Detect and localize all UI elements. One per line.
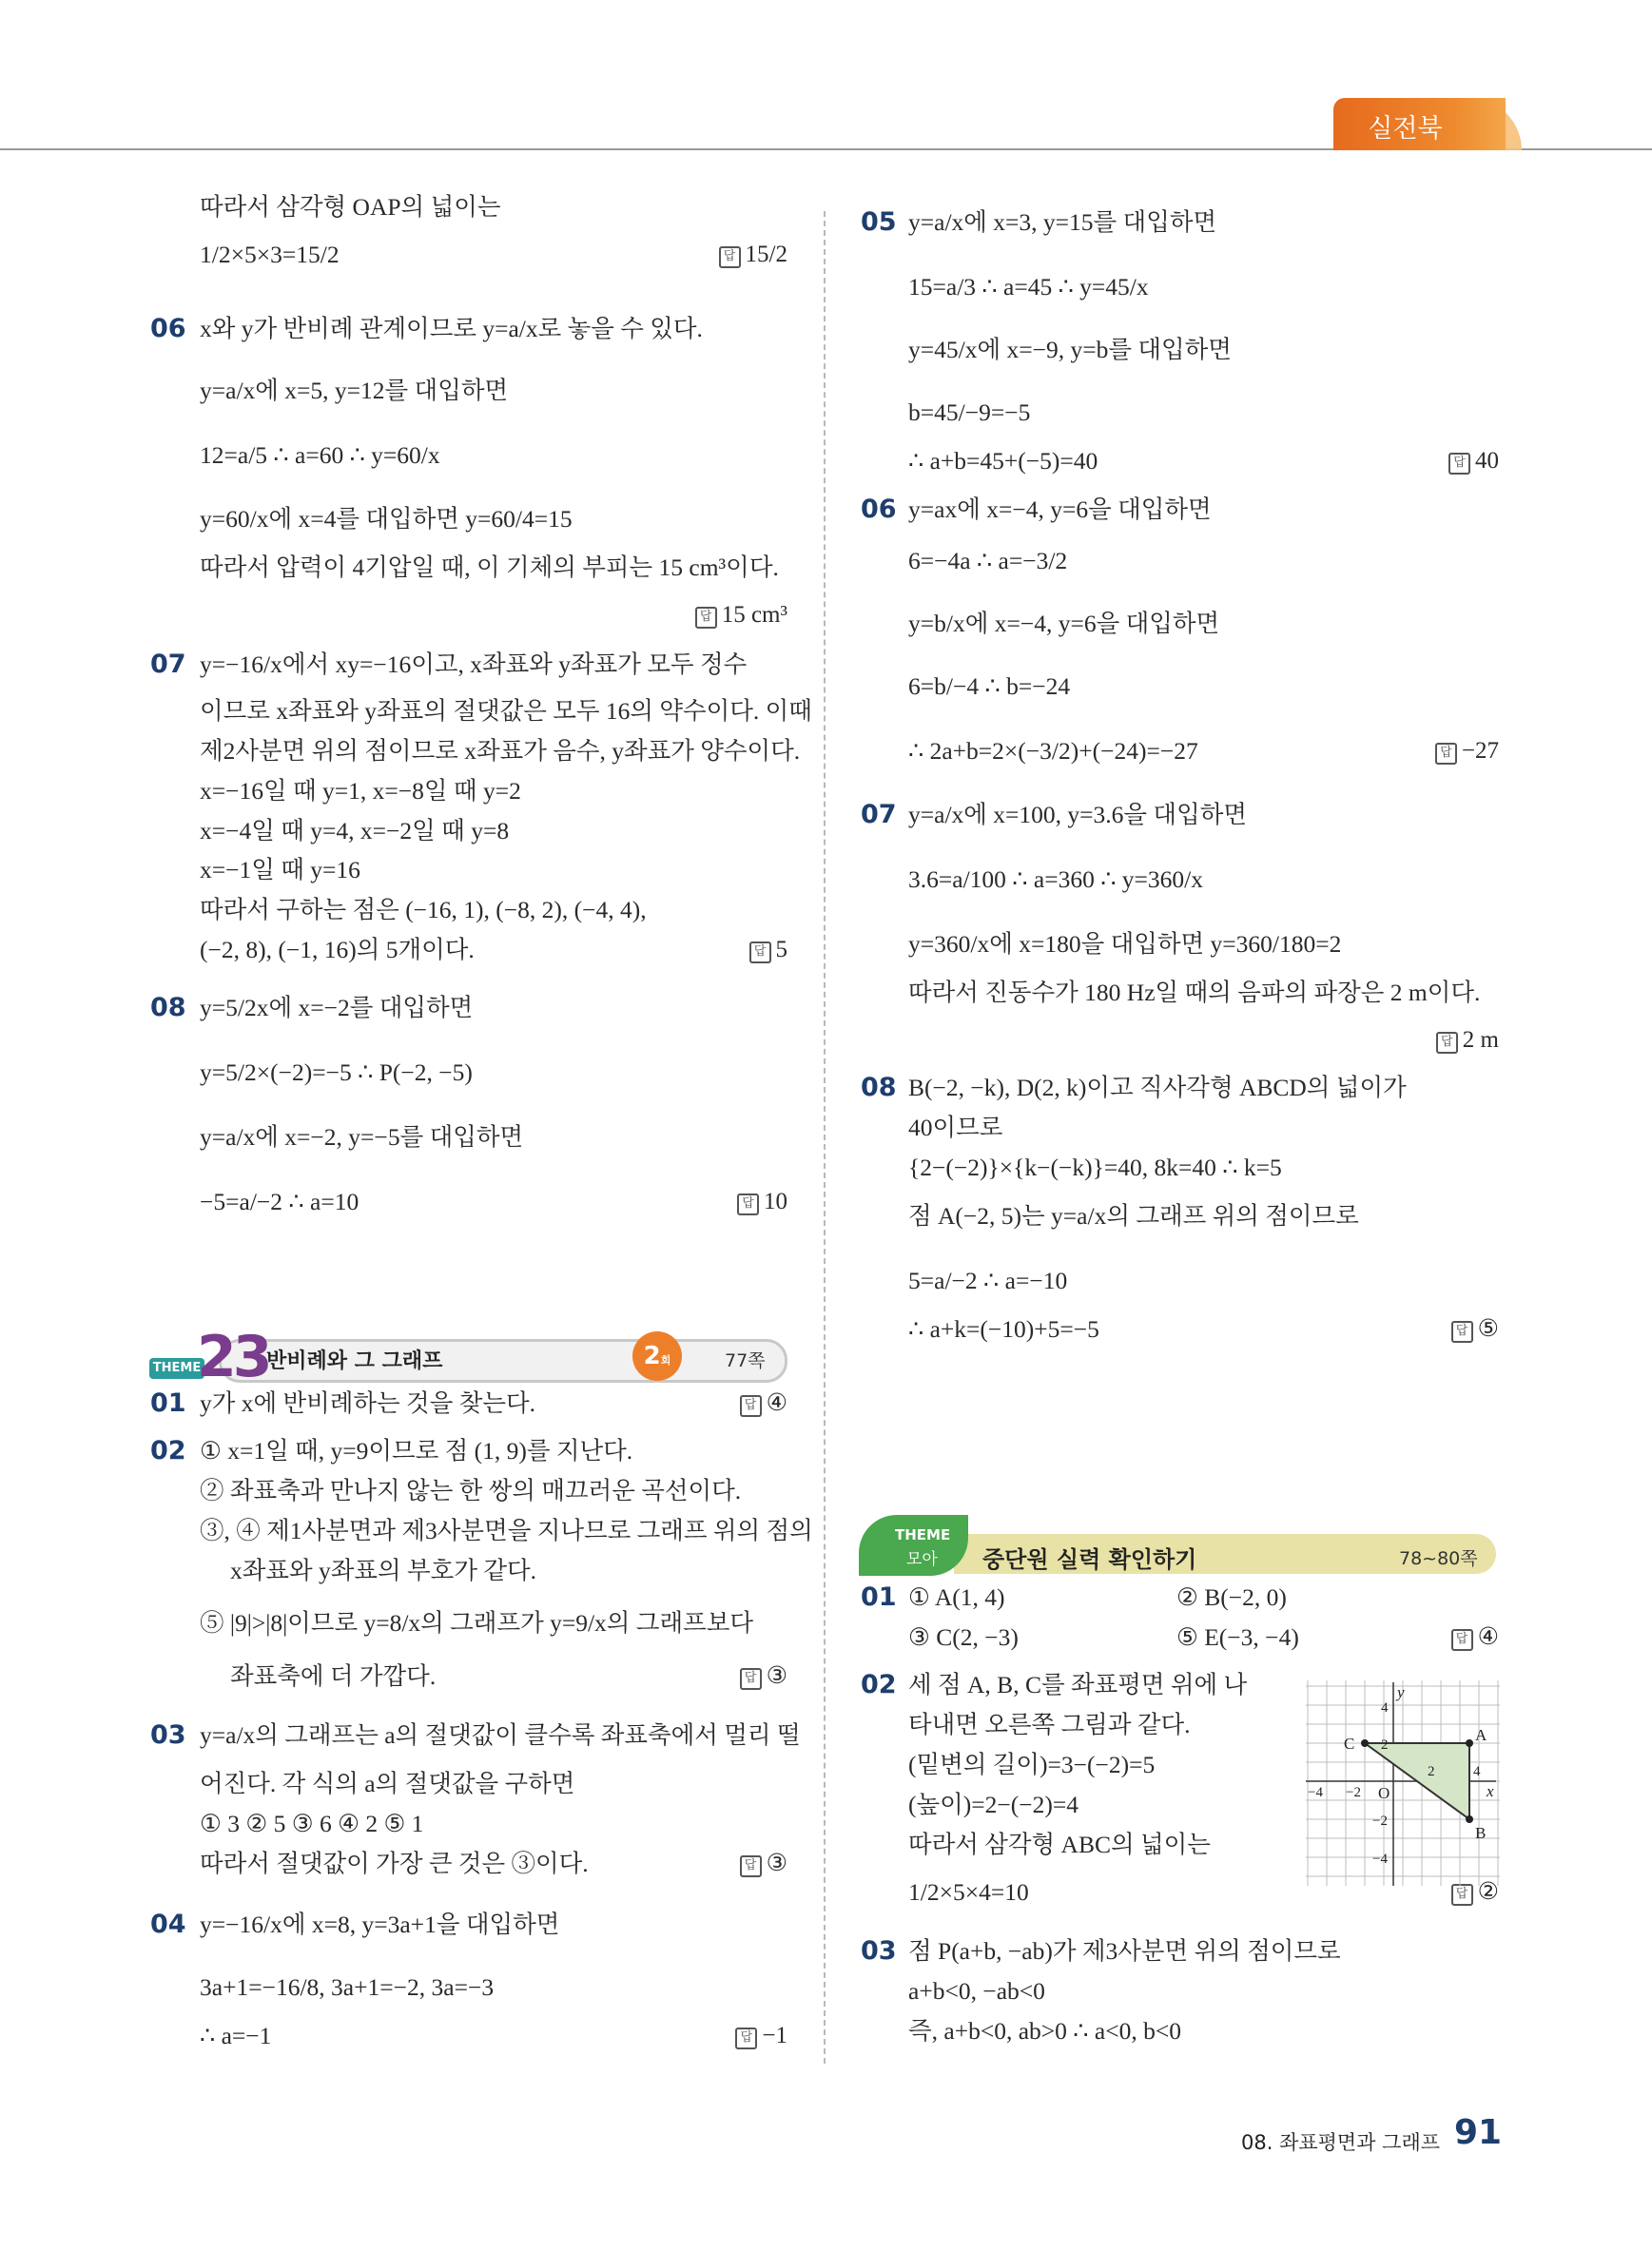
right-text-line: ⑤ E(−3, −4) — [1176, 1623, 1299, 1651]
left-answer — [695, 600, 787, 631]
left-text-line: x와 y가 반비례 관계이므로 y=a/x로 놓을 수 있다. — [200, 315, 703, 342]
footer-page-number: 91 — [1454, 2113, 1503, 2152]
right-text-line: (밑변의 길이)=3−(−2)=5 — [908, 1751, 1156, 1778]
round-badge — [632, 1331, 682, 1381]
left-text-line: x=−4일 때 y=4, x=−2일 때 y=8 — [200, 817, 510, 844]
left-problem-number: 01 — [150, 1388, 186, 1418]
left-answer — [719, 240, 787, 270]
round-suffix: 회 — [660, 1354, 671, 1367]
right-text-line: y=ax에 x=−4, y=6을 대입하면 — [908, 495, 1212, 523]
left-text-line: ① 3 ② 5 ③ 6 ④ 2 ⑤ 1 — [200, 1810, 424, 1837]
left-text-line: −5=a/−2 ∴ a=10 — [200, 1188, 360, 1215]
right-text-line: (높이)=2−(−2)=4 — [908, 1791, 1079, 1818]
answer-value: 40 — [1475, 448, 1499, 474]
left-text-line: 3a+1=−16/8, 3a+1=−2, 3a=−3 — [200, 1973, 495, 2001]
left-text-line: y=a/x의 그래프는 a의 절댓값이 클수록 좌표축에서 멀리 떨 — [200, 1721, 801, 1749]
label-b: B — [1475, 1824, 1487, 1842]
answer-mark-icon: 답 — [719, 246, 741, 268]
right-text-line: 3.6=a/100 ∴ a=360 ∴ y=360/x — [908, 865, 1204, 893]
theme-mo-tag2: 모아 — [906, 1550, 938, 1569]
right-text-line: y=a/x에 x=100, y=3.6을 대입하면 — [908, 801, 1247, 828]
answer-mark-icon: 답 — [1436, 1032, 1458, 1054]
left-text-line: y=60/x에 x=4를 대입하면 y=60/4=15 — [200, 505, 573, 533]
answer-mark-icon: 답 — [695, 607, 717, 629]
left-problem-number: 07 — [150, 650, 186, 679]
left-text-line: 따라서 압력이 4기압일 때, 이 기체의 부피는 15 cm³이다. — [200, 553, 779, 581]
answer-value: ② — [1477, 1879, 1499, 1905]
round-number: 2 — [643, 1342, 661, 1370]
label-a: A — [1475, 1726, 1487, 1744]
left-problem-number: 06 — [150, 314, 186, 343]
left-answer — [749, 935, 788, 965]
answer-mark-icon: 답 — [1451, 1884, 1473, 1906]
right-text-line: 즉, a+b<0, ab>0 ∴ a<0, b<0 — [908, 2017, 1181, 2045]
left-text-line: ② 좌표축과 만나지 않는 한 쌍의 매끄러운 곡선이다. — [200, 1477, 742, 1504]
right-text-line: 5=a/−2 ∴ a=−10 — [908, 1267, 1068, 1294]
right-problem-number: 07 — [861, 800, 897, 829]
left-text-line: ① x=1일 때, y=9이므로 점 (1, 9)를 지난다. — [200, 1437, 633, 1465]
right-text-line: B(−2, −k), D(2, k)이고 직사각형 ABCD의 넓이가 — [908, 1074, 1407, 1101]
answer-mark-icon: 답 — [740, 1395, 762, 1417]
right-text-line: {2−(−2)}×{k−(−k)}=40, 8k=40 ∴ k=5 — [908, 1154, 1282, 1181]
right-problem-number: 08 — [861, 1073, 897, 1102]
right-text-line: 따라서 진동수가 180 Hz일 때의 음파의 파장은 2 m이다. — [908, 979, 1481, 1006]
right-answer — [1436, 1025, 1499, 1056]
right-answer — [1435, 736, 1499, 767]
answer-mark-icon: 답 — [735, 2028, 757, 2049]
left-text-line: (−2, 8), (−1, 16)의 5개이다. — [200, 936, 475, 963]
y-tick-2: 2 — [1381, 1737, 1389, 1753]
answer-mark-icon: 답 — [1451, 1629, 1473, 1651]
right-text-line: 따라서 삼각형 ABC의 넓이는 — [908, 1831, 1211, 1858]
header-tab — [1333, 98, 1506, 150]
x-axis-label: x — [1487, 1782, 1494, 1800]
right-text-line: 점 P(a+b, −ab)가 제3사분면 위의 점이므로 — [908, 1937, 1341, 1965]
right-text-line: 1/2×5×4=10 — [908, 1878, 1029, 1906]
theme-mo-page-ref: 78~80쪽 — [1399, 1548, 1478, 1569]
theme-mo-title: 중단원 실력 확인하기 — [982, 1546, 1197, 1573]
left-problem-number: 08 — [150, 993, 186, 1022]
y-tick-neg2: −2 — [1372, 1814, 1388, 1829]
left-text-line: x좌표와 y좌표의 부호가 같다. — [230, 1557, 536, 1584]
header-tab-label: 실전북 — [1368, 114, 1443, 144]
left-answer — [737, 1187, 787, 1217]
x-tick-4: 4 — [1473, 1764, 1481, 1779]
right-text-line: 40이므로 — [908, 1114, 1003, 1141]
y-axis-label: y — [1397, 1683, 1405, 1701]
right-text-line: y=b/x에 x=−4, y=6을 대입하면 — [908, 610, 1220, 637]
answer-value: 15 cm³ — [721, 602, 787, 628]
left-text-line: ⑤ |9|>|8|이므로 y=8/x의 그래프가 y=9/x의 그래프보다 — [200, 1609, 753, 1637]
theme-tag: THEME — [149, 1358, 204, 1379]
footer-chapter: 08. 좌표평면과 그래프 — [1241, 2131, 1441, 2154]
x-tick-neg4: −4 — [1308, 1785, 1323, 1800]
left-text-line: 12=a/5 ∴ a=60 ∴ y=60/x — [200, 441, 440, 469]
x-tick-2: 2 — [1428, 1764, 1435, 1779]
answer-mark-icon: 답 — [1451, 1321, 1473, 1343]
left-answer — [740, 1388, 787, 1419]
answer-mark-icon: 답 — [1448, 453, 1470, 475]
left-text-line: x=−1일 때 y=16 — [200, 856, 360, 883]
left-text-line: 따라서 삼각형 OAP의 넓이는 — [200, 193, 501, 221]
y-tick-4: 4 — [1381, 1700, 1389, 1716]
left-text-line: 어진다. 각 식의 a의 절댓값을 구하면 — [200, 1770, 575, 1797]
left-answer — [740, 1661, 787, 1692]
theme-number: 23 — [197, 1324, 269, 1390]
left-problem-number: 03 — [150, 1720, 186, 1750]
right-text-line: 점 A(−2, 5)는 y=a/x의 그래프 위의 점이므로 — [908, 1202, 1359, 1230]
point-c — [1361, 1739, 1369, 1747]
answer-value: ③ — [766, 1851, 787, 1876]
theme-mo-banner — [859, 1515, 1498, 1578]
right-text-line: a+b<0, −ab<0 — [908, 1977, 1045, 2005]
answer-value: 2 m — [1462, 1027, 1499, 1053]
right-text-line: 세 점 A, B, C를 좌표평면 위에 나 — [908, 1671, 1248, 1698]
answer-value: ⑤ — [1477, 1316, 1499, 1342]
answer-value: 15/2 — [745, 242, 787, 267]
right-text-line: ② B(−2, 0) — [1176, 1583, 1287, 1611]
answer-mark-icon: 답 — [740, 1668, 762, 1690]
left-text-line: 1/2×5×3=15/2 — [200, 241, 340, 268]
left-problem-number: 04 — [150, 1910, 186, 1939]
y-tick-neg4: −4 — [1372, 1852, 1388, 1867]
right-text-line: y=45/x에 x=−9, y=b를 대입하면 — [908, 336, 1232, 363]
left-text-line: x=−16일 때 y=1, x=−8일 때 y=2 — [200, 777, 521, 805]
left-answer — [735, 2021, 787, 2051]
right-problem-number: 06 — [861, 495, 897, 524]
theme-mo-tag: THEME — [895, 1526, 951, 1543]
graph-grid — [1306, 1680, 1500, 1886]
right-text-line: ∴ a+k=(−10)+5=−5 — [908, 1315, 1099, 1343]
answer-value: ④ — [1477, 1624, 1499, 1650]
left-text-line: ③, ④ 제1사분면과 제3사분면을 지나므로 그래프 위의 점의 — [200, 1517, 813, 1544]
theme-mo-leaf — [859, 1515, 968, 1576]
right-text-line: 6=−4a ∴ a=−3/2 — [908, 547, 1068, 574]
right-answer — [1451, 1314, 1499, 1345]
point-b — [1466, 1815, 1473, 1823]
answer-mark-icon: 답 — [740, 1855, 762, 1877]
left-answer — [740, 1849, 787, 1879]
right-text-line: ∴ 2a+b=2×(−3/2)+(−24)=−27 — [908, 737, 1198, 765]
answer-mark-icon: 답 — [737, 1193, 759, 1215]
right-text-line: 6=b/−4 ∴ b=−24 — [908, 672, 1071, 700]
left-problem-number: 02 — [150, 1436, 186, 1465]
left-text-line: y=a/x에 x=5, y=12를 대입하면 — [200, 377, 509, 404]
right-text-line: 타내면 오른쪽 그림과 같다. — [908, 1711, 1191, 1738]
right-text-line: b=45/−9=−5 — [908, 398, 1031, 426]
answer-value: ④ — [766, 1390, 787, 1416]
right-text-line: y=a/x에 x=3, y=15를 대입하면 — [908, 208, 1217, 236]
left-text-line: y=5/2×(−2)=−5 ∴ P(−2, −5) — [200, 1058, 473, 1086]
right-problem-number: 02 — [861, 1670, 897, 1699]
label-c: C — [1344, 1735, 1355, 1753]
right-answer — [1448, 446, 1499, 476]
theme-23-banner — [147, 1324, 789, 1390]
theme-title: 반비례와 그 그래프 — [266, 1349, 443, 1373]
point-a — [1466, 1739, 1473, 1747]
right-answer — [1451, 1622, 1499, 1653]
coordinate-graph — [1306, 1680, 1500, 1886]
answer-mark-icon: 답 — [749, 941, 771, 963]
right-text-line: y=360/x에 x=180을 대입하면 y=360/180=2 — [908, 930, 1342, 958]
answer-value: 10 — [764, 1189, 787, 1214]
left-text-line: 따라서 절댓값이 가장 큰 것은 ③이다. — [200, 1850, 589, 1877]
left-text-line: 좌표축에 더 가깝다. — [230, 1662, 437, 1690]
left-text-line: 따라서 구하는 점은 (−16, 1), (−8, 2), (−4, 4), — [200, 896, 647, 923]
left-text-line: y=5/2x에 x=−2를 대입하면 — [200, 994, 474, 1021]
left-text-line: y=−16/x에 x=8, y=3a+1을 대입하면 — [200, 1911, 560, 1938]
right-problem-number: 01 — [861, 1582, 897, 1612]
x-tick-neg2: −2 — [1346, 1785, 1361, 1800]
right-text-line: ① A(1, 4) — [908, 1583, 1005, 1611]
left-text-line: y가 x에 반비례하는 것을 찾는다. — [200, 1389, 535, 1417]
theme-page-ref: 77쪽 — [725, 1350, 766, 1371]
answer-value: ③ — [766, 1663, 787, 1689]
right-text-line: ③ C(2, −3) — [908, 1623, 1019, 1651]
left-text-line: y=−16/x에서 xy=−16이고, x좌표와 y좌표가 모두 정수 — [200, 650, 748, 678]
left-text-line: y=a/x에 x=−2, y=−5를 대입하면 — [200, 1123, 524, 1151]
right-text-line: ∴ a+b=45+(−5)=40 — [908, 447, 1098, 475]
answer-value: 5 — [775, 937, 787, 962]
answer-mark-icon: 답 — [1435, 743, 1457, 765]
answer-value: −1 — [762, 2023, 787, 2048]
answer-value: −27 — [1461, 738, 1499, 764]
right-text-line: 15=a/3 ∴ a=45 ∴ y=45/x — [908, 273, 1149, 301]
left-text-line: ∴ a=−1 — [200, 2022, 272, 2049]
left-text-line: 이므로 x좌표와 y좌표의 절댓값은 모두 16의 약수이다. 이때 — [200, 697, 812, 725]
origin-label: O — [1378, 1784, 1390, 1802]
column-divider — [824, 211, 826, 2064]
left-text-line: 제2사분면 위의 점이므로 x좌표가 음수, y좌표가 양수이다. — [200, 737, 801, 765]
right-problem-number: 03 — [861, 1936, 897, 1966]
right-problem-number: 05 — [861, 207, 897, 237]
